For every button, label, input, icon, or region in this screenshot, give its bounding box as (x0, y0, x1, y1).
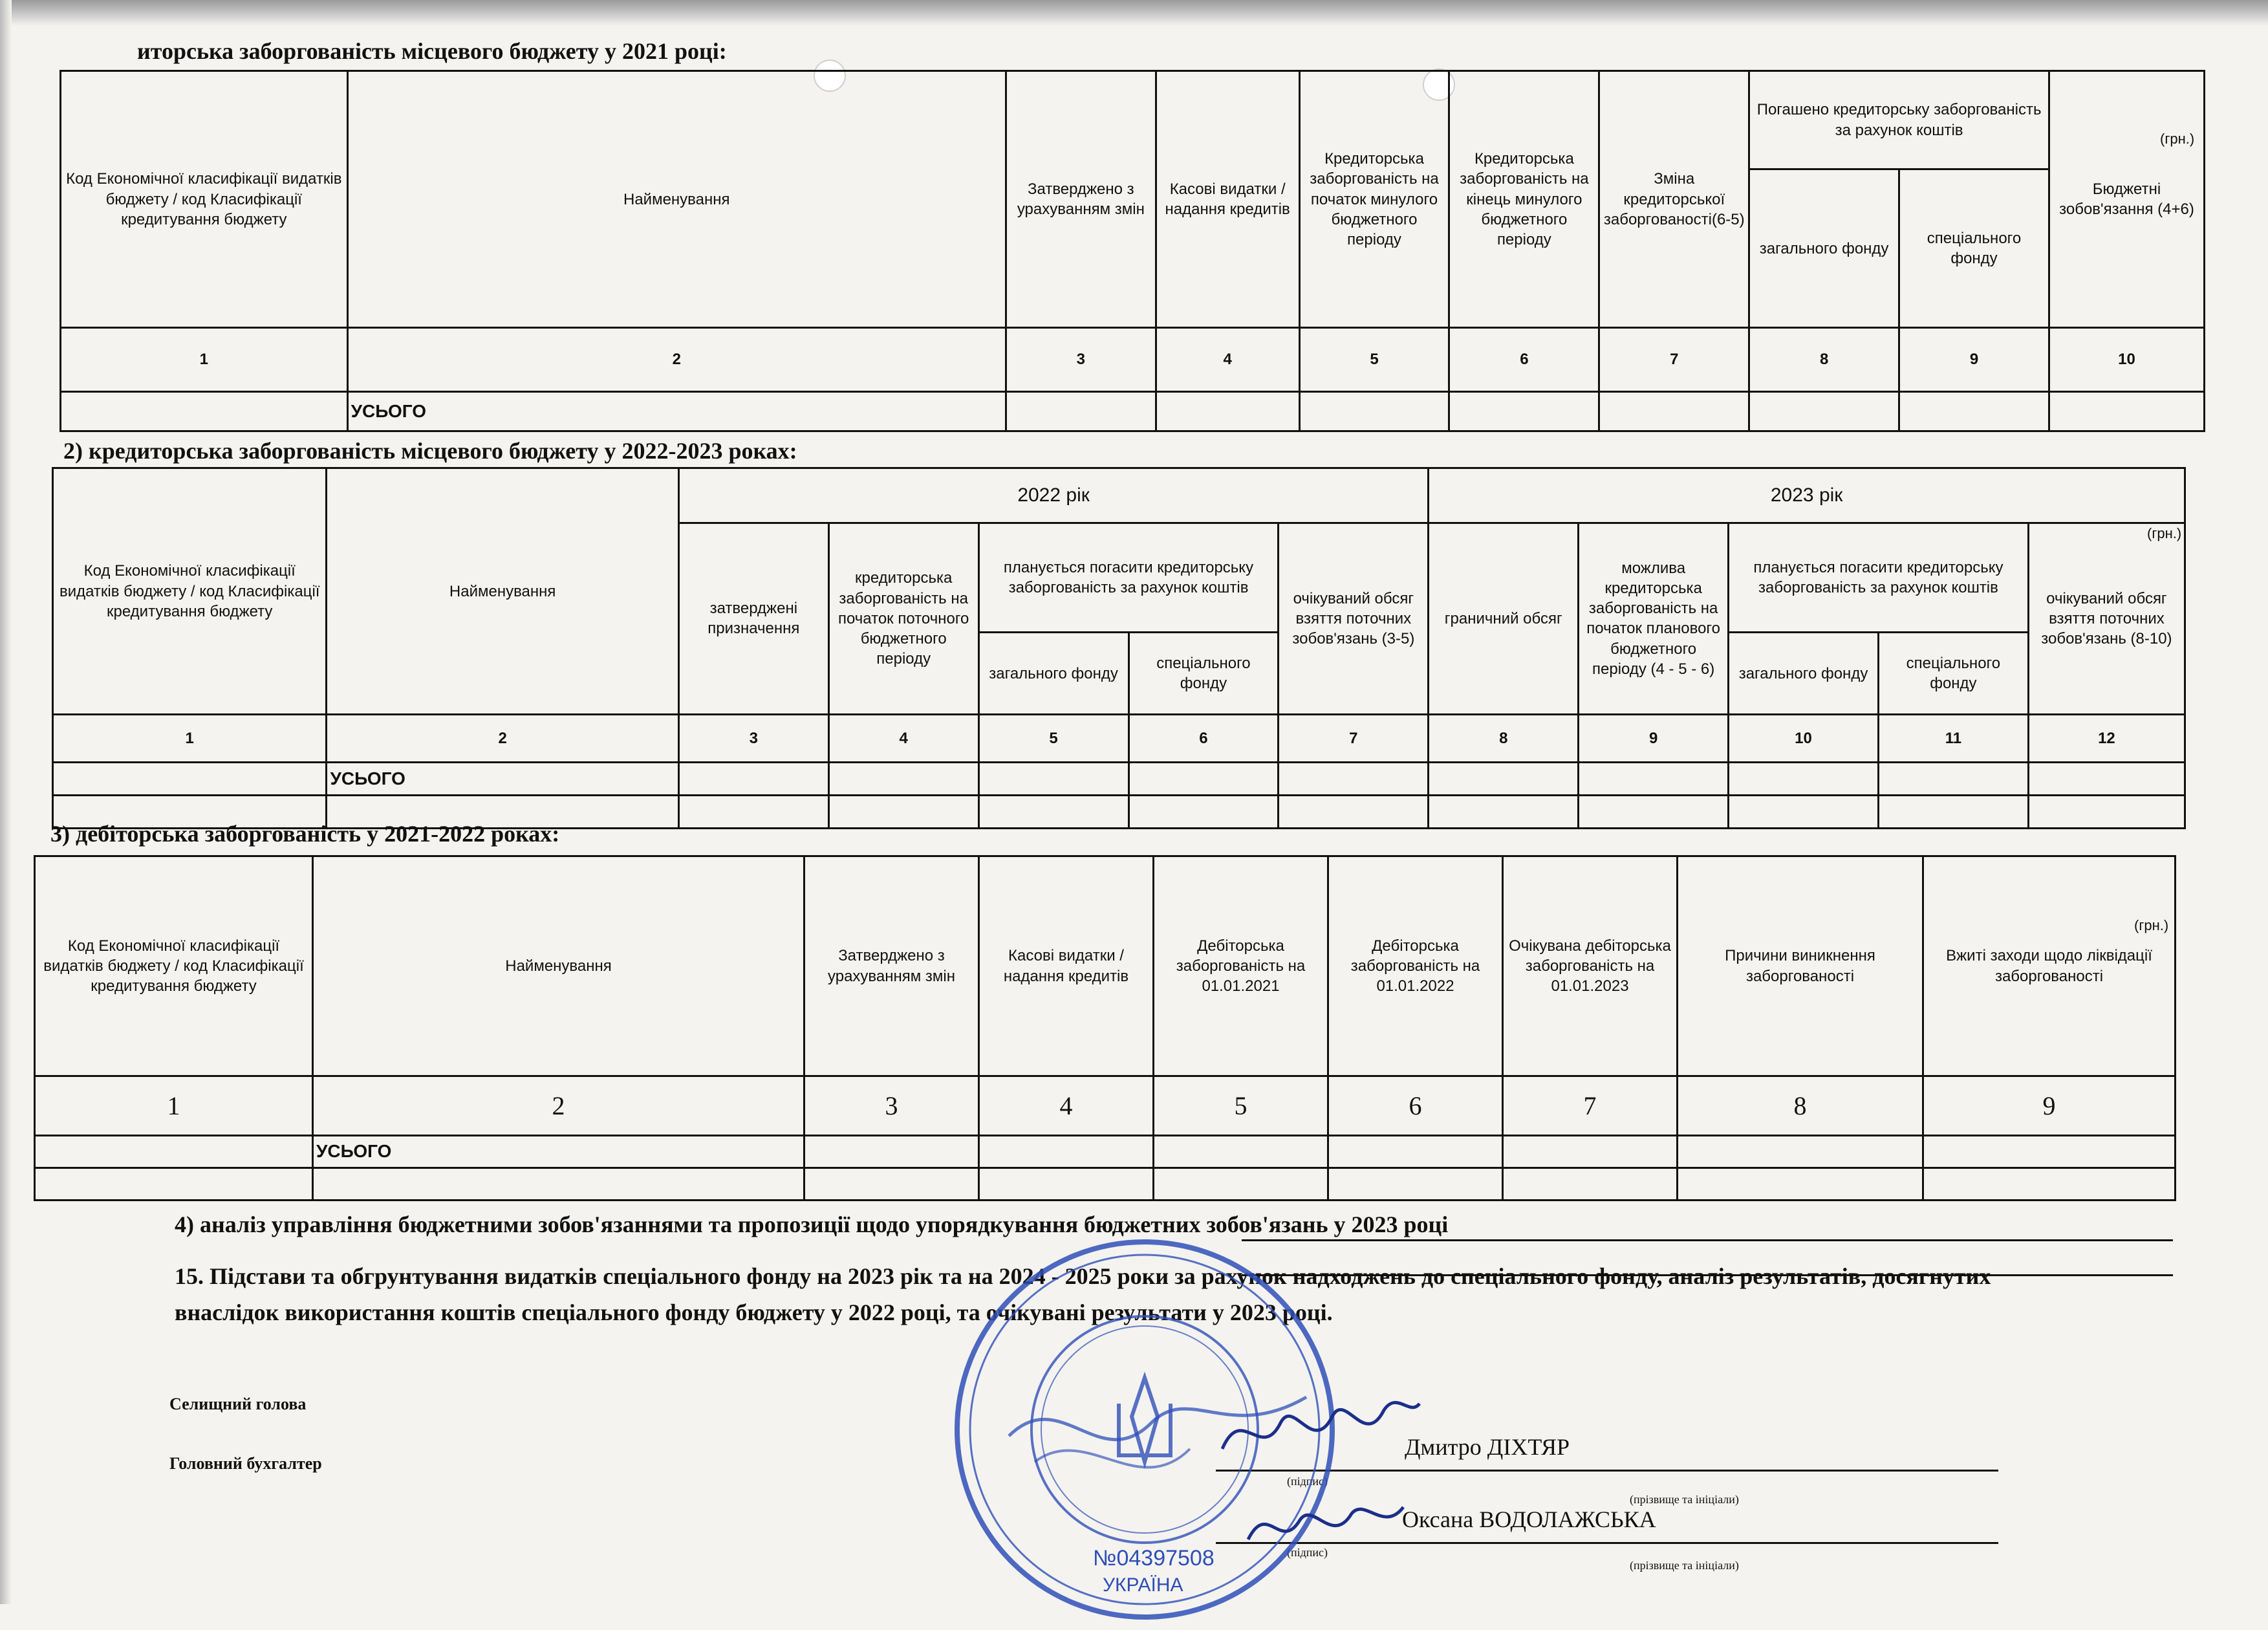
header-possible-debt: можлива кредиторська заборгованість на початок планового бюджетного періоду (4 - 5 - 6) (1579, 523, 1729, 714)
head-name: Дмитро ДІХТЯР (1405, 1434, 1570, 1460)
creditor-debt-2021-table (59, 70, 2205, 432)
empty-cell (35, 1168, 313, 1201)
header-special-fund: спеціального фонду (1899, 169, 2049, 328)
col-number: 8 (1429, 715, 1579, 763)
header-general-fund-2023: загального фонду (1729, 633, 1879, 715)
header-obligations: Бюджетні зобов'язання (4+6) (2049, 71, 2204, 328)
empty-cell (1154, 1168, 1328, 1201)
scan-left-edge (0, 0, 12, 1604)
header-debt-start: кредиторська заборгованість на початок поточного бюджетного періоду (828, 523, 978, 714)
header-cash: Касові видатки / надання кредитів (1156, 71, 1299, 328)
col-number: 7 (1503, 1076, 1678, 1136)
section15-line1: 15. Підстави та обгрунтування видатків спеціального фонду на 2023 рік та на 2024 - 2025 роки за рахунок надходжень до спеціального фонду, аналіз результатів, досягнутих (175, 1263, 1991, 1289)
header-planned-repay-2023: планується погасити кредиторську заборгованість за рахунок коштів (1729, 523, 2029, 632)
header-debtor-2022: Дебіторська заборгованість на 01.01.2022 (1328, 856, 1503, 1076)
accountant-name: Оксана ВОДОЛАЖСЬКА (1402, 1506, 1656, 1532)
header-limit: граничний обсяг (1429, 523, 1579, 714)
accountant-title: Головний бухгалтер (169, 1454, 322, 1473)
header-reasons: Причини виникнення заборгованості (1678, 856, 1923, 1076)
col-number: 6 (1328, 1076, 1503, 1136)
empty-cell (1503, 1136, 1678, 1168)
empty-cell (979, 1136, 1154, 1168)
header-name: Найменування (327, 468, 678, 715)
header-code: Код Економічної класифікації видатків бюджету / код Класифікації кредитування бюджету (53, 468, 327, 715)
header-name: Найменування (313, 856, 805, 1076)
debtor-debt-2021-2022-table (34, 855, 2176, 1201)
col-number: 10 (2049, 328, 2204, 391)
empty-cell (979, 1168, 1154, 1201)
section4-underline (1242, 1239, 2173, 1241)
col-number: 9 (1579, 715, 1729, 763)
header-code: Код Економічної класифікації видатків бюджету / код Класифікації кредитування бюджету (35, 856, 313, 1076)
year-2022-header: 2022 рік (678, 468, 1428, 523)
header-change: Зміна кредиторської заборгованості(6-5) (1599, 71, 1749, 328)
header-general-fund: загального фонду (978, 633, 1129, 715)
col-number: 2 (313, 1076, 805, 1136)
stamp-country: УКРАЇНА (1103, 1574, 1183, 1596)
accountant-signature (1242, 1488, 1410, 1559)
empty-cell (1154, 1136, 1328, 1168)
header-expected-2023: очікуваний обсяг взяття поточних зобов'язань (8-10) (2028, 523, 2185, 714)
col-number: 10 (1729, 715, 1879, 763)
empty-cell (678, 796, 828, 829)
empty-cell (1279, 796, 1429, 829)
empty-cell (1729, 763, 1879, 796)
col-number: 2 (327, 715, 678, 763)
col-number: 1 (53, 715, 327, 763)
unit-note: (грн.) (2160, 131, 2195, 147)
stamp-code: №04397508 (1093, 1546, 1215, 1570)
empty-cell (805, 1136, 979, 1168)
empty-cell (1599, 391, 1749, 431)
empty-cell (805, 1168, 979, 1201)
header-special-fund-2023: спеціального фонду (1878, 633, 2028, 715)
header-debt-end: Кредиторська заборгованість на кінець минулого бюджетного періоду (1449, 71, 1599, 328)
empty-cell (313, 1168, 805, 1201)
col-number: 8 (1749, 328, 1899, 391)
header-planned-repay: планується погасити кредиторську заборгованість за рахунок коштів (978, 523, 1279, 632)
empty-cell (1449, 391, 1599, 431)
empty-cell (1503, 1168, 1678, 1201)
header-name: Найменування (347, 71, 1006, 328)
empty-cell (1678, 1136, 1923, 1168)
col-number: 7 (1279, 715, 1429, 763)
header-repaid-group: Погашено кредиторську заборгованість за рахунок коштів (1749, 71, 2049, 169)
empty-cell (1279, 763, 1429, 796)
empty-cell (1749, 391, 1899, 431)
header-approved: Затверджено з урахуванням змін (1006, 71, 1156, 328)
col-number: 8 (1678, 1076, 1923, 1136)
empty-cell (828, 796, 978, 829)
sign-caption: (підпис) (1287, 1475, 1328, 1488)
empty-cell (1006, 391, 1156, 431)
col-number: 4 (979, 1076, 1154, 1136)
empty-cell (678, 763, 828, 796)
empty-cell (1429, 763, 1579, 796)
col-number: 7 (1599, 328, 1749, 391)
empty-cell (1899, 391, 2049, 431)
empty-cell (1878, 796, 2028, 829)
section4-title: 4) аналіз управління бюджетними зобов'язаннями та пропозиції щодо упорядкування бюджетних зобов'язань у 2023 році (175, 1212, 1449, 1237)
empty-cell (1878, 763, 2028, 796)
col-number: 4 (828, 715, 978, 763)
col-number: 1 (61, 328, 348, 391)
header-approved: затверджені призначення (678, 523, 828, 714)
section3-title: 3) дебіторська заборгованість у 2021-2022 роках: (50, 821, 560, 847)
header-general-fund: загального фонду (1749, 169, 1899, 328)
empty-cell (53, 763, 327, 796)
empty-cell (2028, 796, 2185, 829)
section2-title: 2) кредиторська заборгованість місцевого бюджету у 2022-2023 роках: (63, 438, 797, 464)
empty-cell (1923, 1136, 2176, 1168)
empty-cell (828, 763, 978, 796)
header-approved: Затверджено з урахуванням змін (805, 856, 979, 1076)
empty-cell (1156, 391, 1299, 431)
col-number: 1 (35, 1076, 313, 1136)
empty-cell (1129, 796, 1279, 829)
header-debtor-2023: Очікувана дебіторська заборгованість на 01.01.2023 (1503, 856, 1678, 1076)
total-label: УСЬОГО (313, 1136, 805, 1168)
empty-cell (978, 796, 1129, 829)
col-number: 6 (1129, 715, 1279, 763)
col-number: 12 (2028, 715, 2185, 763)
empty-cell (1129, 763, 1279, 796)
head-title: Селищний голова (169, 1395, 307, 1413)
name-caption: (прізвище та ініціали) (1630, 1493, 1739, 1506)
creditor-debt-2022-2023-table (52, 467, 2186, 829)
empty-cell (35, 1136, 313, 1168)
total-label: УСЬОГО (347, 391, 1006, 431)
empty-cell (1299, 391, 1449, 431)
empty-cell (1729, 796, 1879, 829)
col-number: 2 (347, 328, 1006, 391)
col-number: 3 (805, 1076, 979, 1136)
total-label: УСЬОГО (327, 763, 678, 796)
col-number: 3 (1006, 328, 1156, 391)
col-number: 9 (1923, 1076, 2176, 1136)
unit-note: (грн.) (2134, 917, 2169, 933)
col-number: 4 (1156, 328, 1299, 391)
header-expected-2022: очікуваний обсяг взяття поточних зобов'язань (3-5) (1279, 523, 1429, 714)
empty-cell (2049, 391, 2204, 431)
empty-cell (1579, 763, 1729, 796)
header-cash: Касові видатки / надання кредитів (979, 856, 1154, 1076)
empty-cell (978, 763, 1129, 796)
empty-cell (1923, 1168, 2176, 1201)
sign-caption: (підпис) (1287, 1546, 1328, 1559)
col-number: 11 (1878, 715, 2028, 763)
empty-cell (1429, 796, 1579, 829)
header-debtor-2021: Дебіторська заборгованість на 01.01.2021 (1154, 856, 1328, 1076)
year-2023-header: 2023 рік (1429, 468, 2185, 523)
head-signature (1216, 1378, 1423, 1475)
empty-cell (2028, 763, 2185, 796)
unit-note: (грн.) (2147, 525, 2182, 541)
empty-cell (1328, 1168, 1503, 1201)
col-number: 5 (978, 715, 1129, 763)
col-number: 5 (1299, 328, 1449, 391)
header-special-fund: спеціального фонду (1129, 633, 1279, 715)
empty-cell (1579, 796, 1729, 829)
header-code: Код Економічної класифікації видатків бюджету / код Класифікації кредитування бюджету (61, 71, 348, 328)
empty-cell (1678, 1168, 1923, 1201)
col-number: 6 (1449, 328, 1599, 391)
col-number: 3 (678, 715, 828, 763)
header-debt-start: Кредиторська заборгованість на початок минулого бюджетного періоду (1299, 71, 1449, 328)
col-number: 9 (1899, 328, 2049, 391)
empty-cell (1328, 1136, 1503, 1168)
header-measures: Вжиті заходи щодо ліквідації заборгованості (1923, 856, 2176, 1076)
empty-cell (61, 391, 348, 431)
col-number: 5 (1154, 1076, 1328, 1136)
name-caption: (прізвище та ініціали) (1630, 1559, 1739, 1572)
scan-top-shadow (0, 0, 2268, 26)
section15-line2: внаслідок використання коштів спеціального фонду бюджету у 2022 році, та очікувані результати у 2023 році. (175, 1299, 1333, 1325)
section1-title: иторська заборгованість місцевого бюджету у 2021 році: (137, 38, 727, 64)
